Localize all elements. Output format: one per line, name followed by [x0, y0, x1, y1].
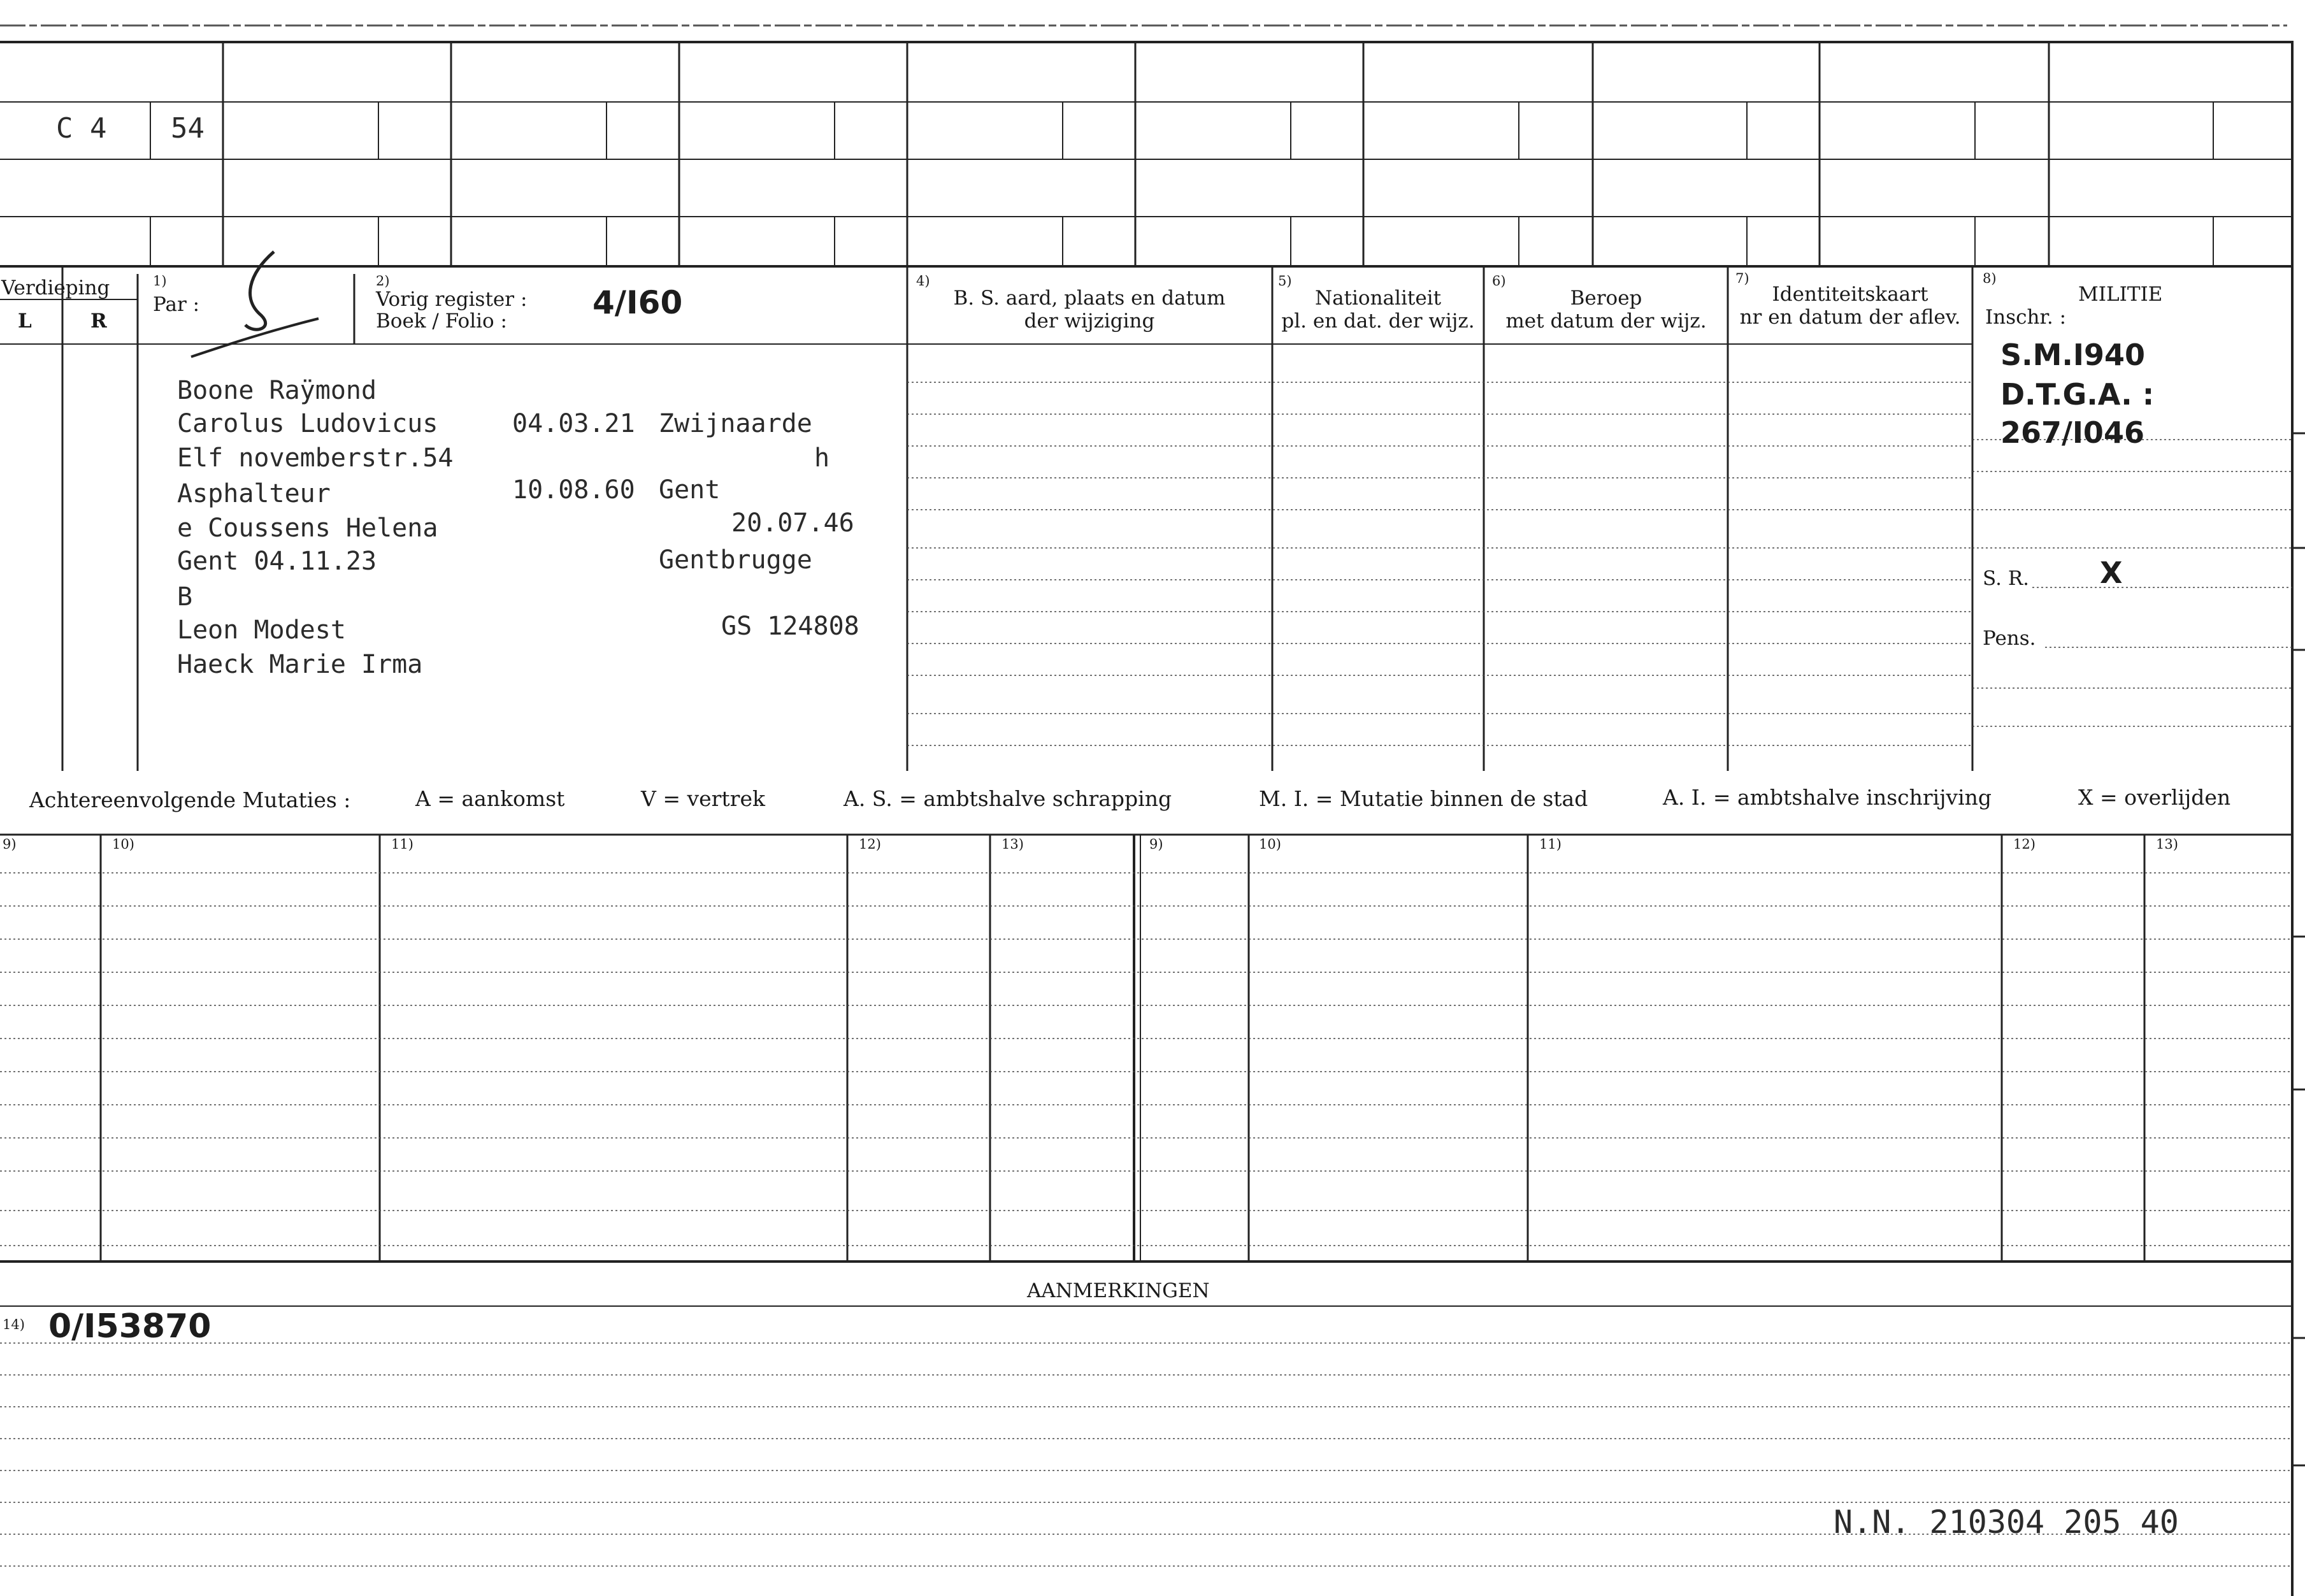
nationaliteit-header-line1: Nationaliteit	[1314, 287, 1442, 310]
col5-number: 5)	[1278, 273, 1292, 289]
ref-code-letter: C 4	[56, 112, 107, 145]
col8-number: 8)	[1983, 271, 1997, 286]
col-r-label: R	[90, 310, 107, 333]
militie-ref: 267/I046	[2000, 415, 2144, 450]
person-given-names: Carolus Ludovicus	[177, 409, 438, 438]
col4-number: 4)	[916, 273, 930, 289]
mutation-col-11b: 11)	[1539, 837, 1562, 852]
person-birth-place: Zwijnaarde	[659, 409, 812, 438]
col6-number: 6)	[1492, 273, 1506, 289]
sr-label: S. R.	[1983, 567, 2030, 590]
legend-overlijden: X = overlijden	[2078, 785, 2231, 810]
militie-label: MILITIE	[2078, 283, 2163, 306]
identiteitskaart-header	[1730, 283, 1970, 329]
militie-dtga: D.T.G.A. :	[2000, 377, 2155, 412]
col1-number: 1)	[153, 273, 167, 289]
remarks-value: 0/I53870	[48, 1307, 212, 1346]
col2-number: 2)	[376, 273, 390, 289]
person-arrival-place: Gent	[659, 475, 721, 505]
person-nationality: B	[177, 582, 193, 612]
verdieping-label: Verdieping	[1, 277, 110, 299]
boek-folio-label: Boek / Folio :	[376, 310, 507, 333]
sr-value: X	[2100, 556, 2123, 590]
remarks-number: 14)	[3, 1317, 25, 1332]
bs-header-line1: B. S. aard, plaats en datum	[953, 287, 1226, 310]
nationaliteit-header	[1274, 287, 1482, 333]
par-label: Par :	[153, 293, 200, 316]
mutation-col-13b: 13)	[2156, 837, 2178, 852]
person-address-mark: h	[814, 443, 830, 473]
person-marriage-date: 20.07.46	[731, 508, 854, 538]
mutation-col-12a: 12)	[859, 837, 881, 852]
ref-code-number: 54	[171, 112, 205, 145]
vorig-register-value: 4/I60	[592, 284, 683, 321]
identiteitskaart-header-line2: nr en datum der aflev.	[1739, 306, 1961, 329]
mutation-col-9b: 9)	[1149, 837, 1163, 852]
person-id-number: GS 124808	[721, 612, 859, 641]
mutation-col-10b: 10)	[1259, 837, 1281, 852]
inschr-label: Inschr. :	[1985, 306, 2067, 329]
pens-label: Pens.	[1983, 627, 2036, 650]
mutation-col-12b: 12)	[2013, 837, 2036, 852]
beroep-header-line1: Beroep	[1570, 287, 1642, 310]
remarks-title: AANMERKINGEN	[1027, 1279, 1210, 1302]
legend-aankomst: A = aankomst	[415, 786, 565, 811]
bs-header-line2: der wijziging	[1024, 310, 1155, 333]
person-occupation: Asphalteur	[177, 479, 331, 508]
national-number: N.N. 210304 205 40	[1834, 1504, 2179, 1541]
legend-ambtshalve-schrapping: A. S. = ambtshalve schrapping	[844, 786, 1172, 811]
vorig-register-label: Vorig register :	[376, 288, 528, 311]
legend-ambtshalve-inschrijving: A. I. = ambtshalve inschrijving	[1663, 785, 1992, 810]
identiteitskaart-header-line1: Identiteitskaart	[1772, 283, 1928, 306]
legend-vertrek: V = vertrek	[641, 786, 765, 811]
bs-header	[911, 287, 1268, 333]
beroep-header	[1486, 287, 1727, 333]
mutation-col-11a: 11)	[391, 837, 413, 852]
militie-sm: S.M.I940	[2000, 338, 2145, 372]
person-father: Leon Modest	[177, 615, 346, 645]
mutation-col-13a: 13)	[1002, 837, 1024, 852]
person-spouse-birth: Gent 04.11.23	[177, 547, 377, 576]
person-arrival-date: 10.08.60	[512, 475, 635, 505]
person-birth-date: 04.03.21	[512, 409, 635, 438]
person-address: Elf novemberstr.54	[177, 443, 454, 473]
legend-title: Achtereenvolgende Mutaties :	[29, 787, 351, 812]
beroep-header-line2: met datum der wijz.	[1505, 310, 1707, 333]
person-spouse: e Coussens Helena	[177, 514, 438, 543]
mutation-col-10a: 10)	[112, 837, 134, 852]
legend-mutatie-stad: M. I. = Mutatie binnen de stad	[1259, 786, 1588, 811]
mutation-col-9a: 9)	[3, 837, 17, 852]
person-name: Boone Raÿmond	[177, 376, 377, 405]
col7-number: 7)	[1735, 271, 1749, 286]
person-marriage-place: Gentbrugge	[659, 545, 812, 575]
person-mother: Haeck Marie Irma	[177, 650, 423, 679]
nationaliteit-header-line2: pl. en dat. der wijz.	[1281, 310, 1475, 333]
col-l-label: L	[18, 310, 32, 333]
